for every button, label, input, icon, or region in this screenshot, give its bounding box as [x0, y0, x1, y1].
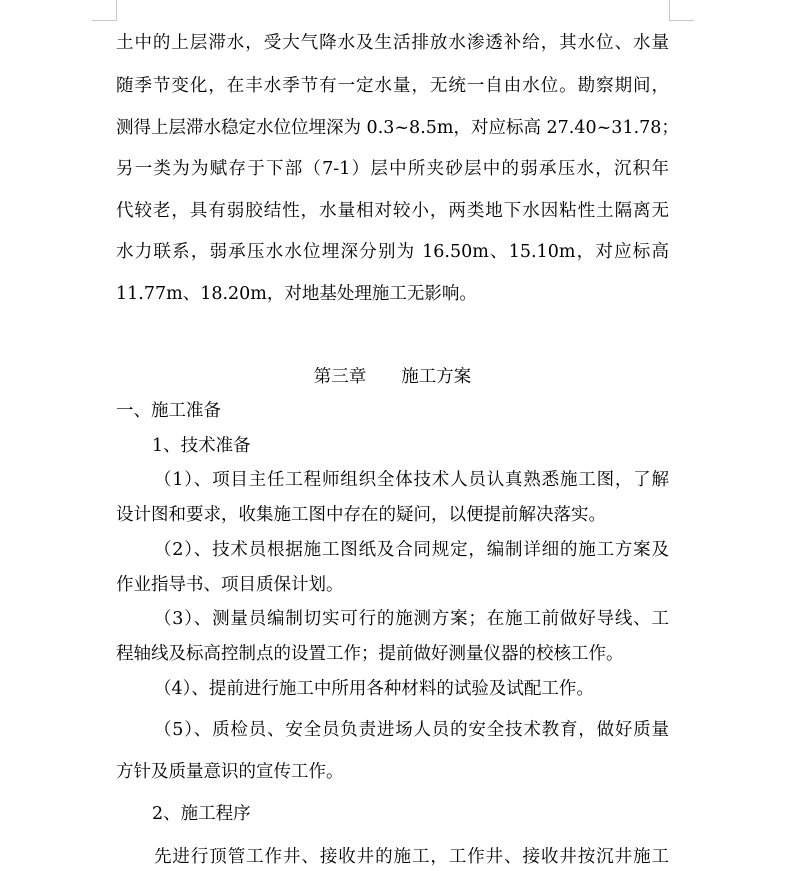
paragraph-line: 水力联系，弱承压水水位埋深分别为 16.50m、15.10m，对应标高: [116, 242, 669, 262]
list-item-line: （2）、技术员根据施工图纸及合同规定，编制详细的施工方案及: [154, 540, 669, 560]
list-item-line: 设计图和要求，收集施工图中存在的疑问，以便提前解决落实。: [116, 505, 606, 525]
list-item-line: 作业指导书、项目质保计划。: [116, 575, 344, 595]
section-heading: 一、施工准备: [116, 401, 221, 421]
paragraph-line: 先进行顶管工作井、接收井的施工，工作井、接收井按沉井施工: [154, 847, 669, 867]
paragraph-line: 土中的上层滞水，受大气降水及生活排放水渗透补给，其水位、水量: [116, 33, 669, 53]
paragraph-line: 另一类为为赋存于下部（7-1）层中所夹砂层中的弱承压水，沉积年: [116, 159, 669, 179]
chapter-title: 第三章 施工方案: [313, 367, 472, 387]
subsection-heading: 1、技术准备: [152, 436, 251, 456]
list-item-line: （4）、提前进行施工中所用各种材料的试验及试配工作。: [154, 679, 594, 699]
page-corner-mark-left: [92, 0, 117, 21]
list-item-line: （5）、质检员、安全员负责进场人员的安全技术教育，做好质量: [154, 720, 669, 740]
list-item-line: 程轴线及标高控制点的设置工作；提前做好测量仪器的校核工作。: [116, 644, 624, 664]
list-item-line: （1）、项目主任工程师组织全体技术人员认真熟悉施工图，了解: [154, 470, 669, 490]
page-corner-mark-right: [669, 0, 694, 21]
list-item-line: 方针及质量意识的宣传工作。: [116, 762, 344, 782]
paragraph-line: 代较老，具有弱胶结性，水量相对较小，两类地下水因粘性土隔离无: [116, 201, 669, 221]
subsection-heading: 2、施工程序: [152, 804, 251, 824]
paragraph-line: 随季节变化，在丰水季节有一定水量，无统一自由水位。勘察期间，: [116, 76, 669, 96]
paragraph-line: 11.77m、18.20m，对地基处理施工无影响。: [116, 284, 477, 304]
list-item-line: （3）、测量员编制切实可行的施测方案；在施工前做好导线、工: [154, 609, 669, 629]
paragraph-line: 测得上层滞水稳定水位位埋深为 0.3~8.5m，对应标高 27.40~31.78；: [116, 118, 679, 138]
